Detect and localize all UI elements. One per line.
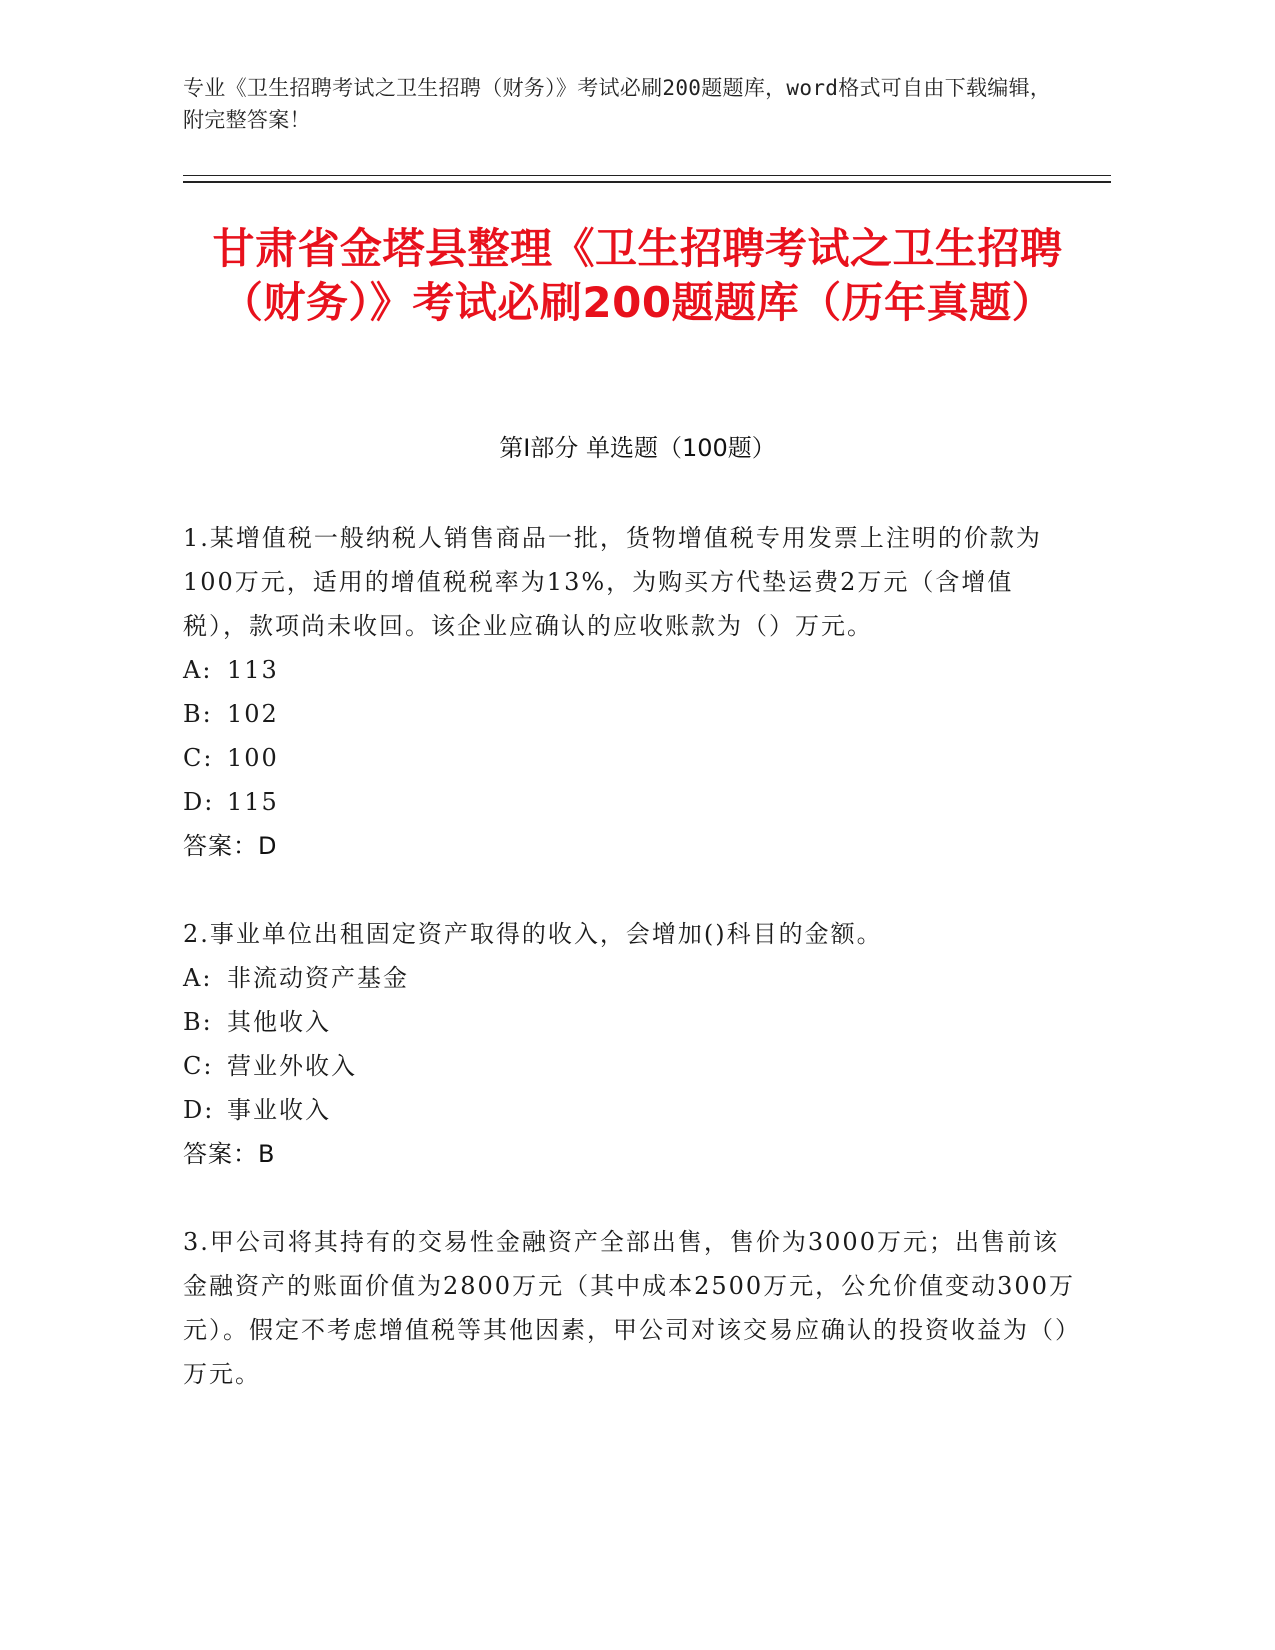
option-key: C: (183, 1052, 214, 1080)
option-a (183, 956, 1078, 1000)
header-note: 专业《卫生招聘考试之卫生招聘（财务）》考试必刷200题题库，word格式可自由下载编辑，附完整答案！ (183, 76, 1052, 132)
option-key: A: (183, 656, 213, 684)
question-list (183, 516, 1078, 1440)
question-1 (183, 516, 1078, 868)
option-text: 非流动资产基金 (227, 964, 409, 992)
question-stem: 2.事业单位出租固定资产取得的收入，会增加()科目的金额。 (183, 920, 883, 948)
question-3 (183, 1220, 1078, 1396)
option-key: B: (183, 1008, 213, 1036)
header-divider-thick (183, 181, 1111, 183)
option-key: D: (183, 1096, 215, 1124)
option-text: 113 (227, 656, 279, 684)
header-divider-thin (183, 175, 1111, 176)
option-a (183, 648, 1078, 692)
option-text: 102 (227, 700, 279, 728)
option-b (183, 1000, 1078, 1044)
document-title: 甘肃省金塔县整理《卫生招聘考试之卫生招聘（财务）》考试必刷200题题库（历年真题） (212, 224, 1063, 327)
option-key: A: (183, 964, 213, 992)
question-stem: 1.某增值税一般纳税人销售商品一批，货物增值税专用发票上注明的价款为100万元，适用的增值税税率为13%，为购买方代垫运费2万元（含增值税），款项尚未收回。该企业应确认的应收账款为（）万元。 (183, 524, 1042, 640)
section-title: 第Ⅰ部分 单选题（100题） (499, 434, 776, 462)
option-c (183, 736, 1078, 780)
option-key: B: (183, 700, 213, 728)
option-text: 100 (227, 744, 279, 772)
option-text: 115 (227, 788, 279, 816)
option-key: C: (183, 744, 214, 772)
option-d (183, 780, 1078, 824)
option-text: 其他收入 (227, 1008, 331, 1036)
answer: 答案：B (183, 1140, 276, 1168)
option-c (183, 1044, 1078, 1088)
option-d (183, 1088, 1078, 1132)
question-stem: 3.甲公司将其持有的交易性金融资产全部出售，售价为3000万元；出售前该金融资产的账面价值为2800万元（其中成本2500万元，公允价值变动300万元）。假定不考虑增值税等其他因素，甲公司对该交易应确认的投资收益为（）万元。 (183, 1228, 1075, 1388)
option-key: D: (183, 788, 215, 816)
question-2 (183, 912, 1078, 1176)
option-text: 事业收入 (227, 1096, 331, 1124)
option-text: 营业外收入 (227, 1052, 357, 1080)
option-b (183, 692, 1078, 736)
answer: 答案：D (183, 832, 278, 860)
